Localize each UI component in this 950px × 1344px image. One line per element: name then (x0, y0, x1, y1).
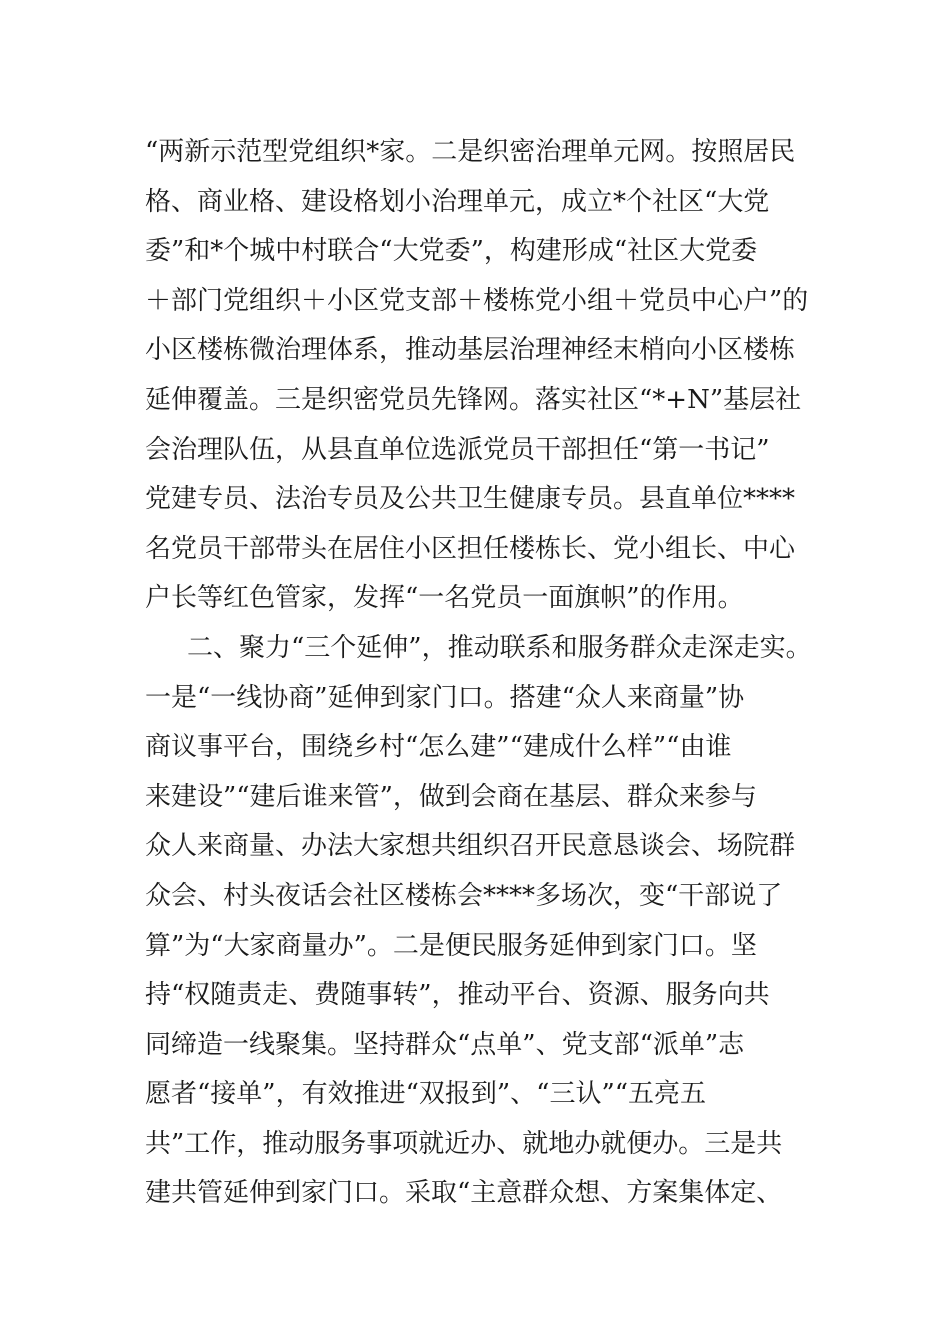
text-line: 共”工作，推动服务事项就近办、就地办就便办。三是共 (145, 1128, 783, 1159)
text-line: 会治理队伍，从县直单位选派党员干部担任“第一书记” (145, 434, 770, 465)
text-line: 来建设”“建后谁来管”，做到会商在基层、群众来参与 (145, 781, 757, 812)
text-line: 党建专员、法治专员及公共卫生健康专员。县直单位**** (145, 484, 796, 515)
text-line: 算”为“大家商量办”。二是便民服务延伸到家门口。坚 (145, 930, 757, 961)
text-line: 小区楼栋微治理体系，推动基层治理神经末梢向小区楼栋 (145, 335, 796, 366)
text-line: 延伸覆盖。三是织密党员先锋网。落实社区“*+N”基层社 (145, 384, 802, 415)
text-line: 委”和*个城中村联合“大党委”，构建形成“社区大党委 (145, 236, 758, 267)
text-line: 一是“一线协商”延伸到家门口。搭建“众人来商量”协 (145, 682, 745, 713)
body-text (145, 128, 845, 1219)
text-line: 格、商业格、建设格划小治理单元，成立*个社区“大党 (145, 186, 770, 217)
text-line: 众人来商量、办法大家想共组织召开民意恳谈会、场院群 (145, 831, 796, 862)
text-line: 户长等红色管家，发挥“一名党员一面旗帜”的作用。 (145, 583, 744, 614)
section-heading: 二、聚力“三个延伸”，推动联系和服务群众走深走实。 (187, 632, 812, 663)
text-line: 同缔造一线聚集。坚持群众“点单”、党支部“派单”志 (145, 1029, 745, 1060)
text-line: “两新示范型党组织*家。二是织密治理单元网。按照居民 (145, 137, 796, 167)
text-line: 商议事平台，围绕乡村“怎么建”“建成什么样”“由谁 (145, 732, 732, 763)
text-line: ＋部门党组织＋小区党支部＋楼栋党小组＋党员中心户”的 (145, 285, 809, 316)
text-line: 众会、村头夜话会社区楼栋会****多场次，变“干部说了 (145, 880, 783, 911)
text-line: 建共管延伸到家门口。采取“主意群众想、方案集体定、 (145, 1178, 783, 1209)
text-line: 愿者“接单”，有效推进“双报到”、“三认”“五亮五 (145, 1079, 707, 1110)
text-line: 持“权随责走、费随事转”，推动平台、资源、服务向共 (145, 980, 770, 1011)
text-line: 名党员干部带头在居住小区担任楼栋长、党小组长、中心 (145, 533, 796, 564)
